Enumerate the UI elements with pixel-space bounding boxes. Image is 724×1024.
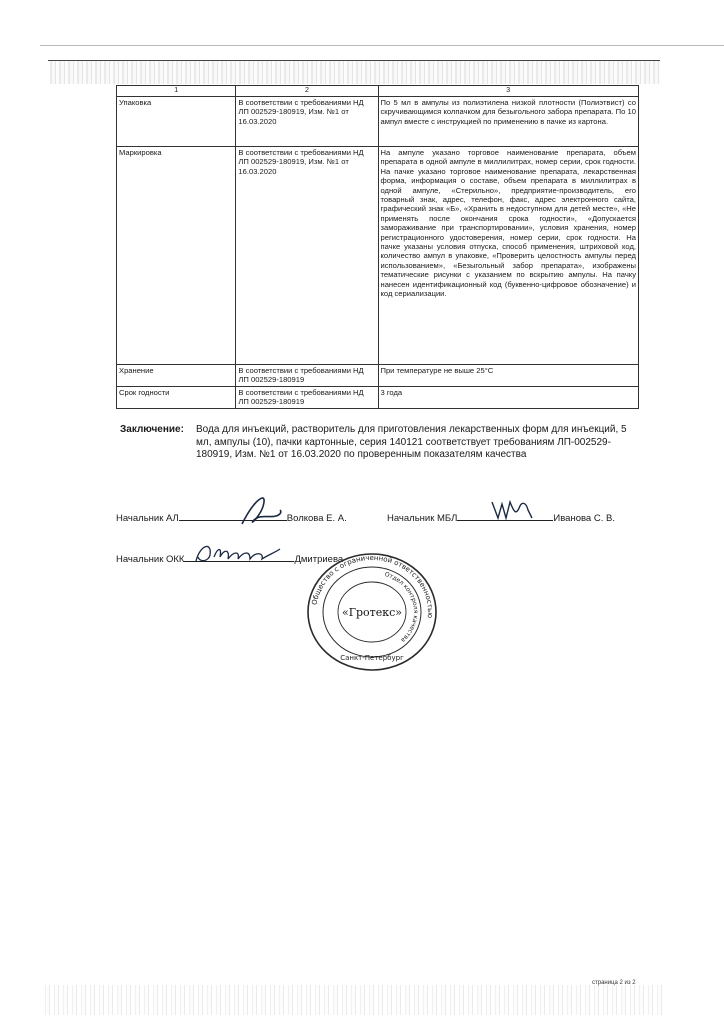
row-name: Срок годности — [117, 387, 236, 409]
row-result: 3 года — [378, 387, 639, 409]
spec-table — [116, 85, 639, 409]
table-row — [117, 387, 639, 409]
col-header-1: 1 — [117, 86, 236, 97]
row-requirement: В соответствии с требованиями НД ЛП 002529-180919 — [236, 365, 378, 387]
row-requirement: В соответствии с требованиями НД ЛП 002529-180919, Изм. №1 от 16.03.2020 — [236, 97, 378, 147]
mbl-name: Иванова С. В. — [553, 513, 615, 524]
row-result: При температуре не выше 25°С — [378, 365, 639, 387]
row-name: Хранение — [117, 365, 236, 387]
signature-al — [236, 494, 296, 530]
okk-name: Дмитриева — [294, 554, 344, 565]
row-name: Упаковка — [117, 97, 236, 147]
row-result: По 5 мл в ампулы из полиэтилена низкой плотности (Полиэтвист) со скручивающимся колпачком для безыгольного забора препарата. По 10 ампул вместе с инструкцией по применению в пачке из картона. — [378, 97, 639, 147]
stamp-city: Санкт-Петербург — [340, 654, 404, 662]
mbl-title: Начальник МБЛ — [387, 513, 458, 524]
stamp-center-text: «Гротекс» — [341, 606, 403, 619]
table-header-row — [117, 86, 639, 97]
row-result: На ампуле указано торговое наименование препарата, объем препарата в одной ампуле в миллилитрах, номер серии, срок годности. На пачке указано торговое наименование препарата, лекарственная форма, информация о составе, объем препарата в миллилитрах в одной ампуле, «Стерильно», предприятие-производитель, его товарный знак, адрес, телефон, факс, адрес электронного сайта, графический знак «Б», «Хранить в недоступном для детей месте», «Не применять после окончания срока годности», «Допускается замораживание при транспортировании», условия хранения, номер регистрационного удостоверения, номер серии, срок годности. На пачке указаны условия отпуска, способ применения, штриховой код, количество ампул в упаковке, «Проверить целостность ампулы перед использованием», «Безыгольный забор препарата», изображены тематические рисунки с указанием по вскрытию ампулы. На пачку нанесен идентификационный код (буквенно-цифровое обозначение) и код сериализации. — [378, 147, 639, 365]
table-row — [117, 147, 639, 365]
signature-mbl — [488, 496, 538, 524]
table-row — [117, 97, 639, 147]
okk-title: Начальник ОКК — [116, 554, 185, 565]
al-name: Волкова Е. А. — [286, 513, 347, 524]
top-rule — [40, 45, 724, 46]
col-header-2: 2 — [236, 86, 378, 97]
stamp-ring-inner: Отдел контроля качества — [383, 570, 420, 644]
conclusion-text: Вода для инъекций, растворитель для приготовления лекарственных форм для инъекций, 5 мл, ампулы (10), пачки картонные, серия 140121 соответствует требованиям ЛП-002529-180919, Изм. №1 от 16.03.2020 по проверенным показателям качества — [196, 424, 627, 460]
col-header-3: 3 — [378, 86, 639, 97]
company-stamp — [302, 552, 442, 672]
signature-okk — [190, 537, 286, 567]
row-name: Маркировка — [117, 147, 236, 365]
page-number: страница 2 из 2 — [592, 980, 636, 986]
table-row — [117, 365, 639, 387]
signature-line-al — [116, 513, 347, 524]
stamp-ring-top: Общество с ограниченной ответственностью — [310, 553, 435, 619]
row-requirement: В соответствии с требованиями НД ЛП 002529-180919 — [236, 387, 378, 409]
scan-noise-bottom — [45, 985, 665, 1015]
row-requirement: В соответствии с требованиями НД ЛП 002529-180919, Изм. №1 от 16.03.2020 — [236, 147, 378, 365]
conclusion-label: Заключение: — [120, 424, 184, 435]
al-title: Начальник АЛ — [116, 513, 179, 524]
